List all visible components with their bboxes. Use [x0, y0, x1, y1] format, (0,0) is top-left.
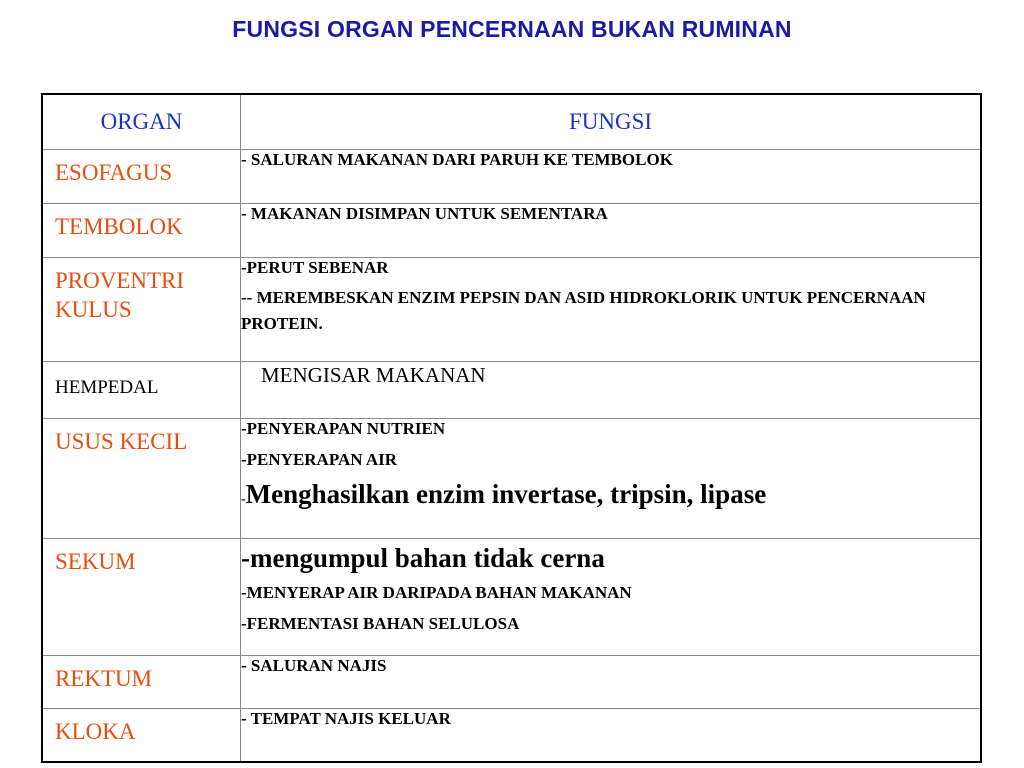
- organ-hempedal: HEMPEDAL: [55, 377, 159, 398]
- table-row: [42, 204, 981, 258]
- fungsi-line: -PENYERAPAN AIR: [241, 450, 397, 469]
- organ-tembolok: TEMBOLOK: [55, 214, 183, 239]
- fungsi-line: - SALURAN MAKANAN DARI PARUH KE TEMBOLOK: [241, 150, 673, 169]
- organ-rektum: REKTUM: [55, 666, 153, 691]
- fungsi-text: Menghasilkan enzim invertase, tripsin, lipase: [245, 479, 767, 509]
- header-fungsi: FUNGSI: [241, 94, 982, 150]
- organ-proventrikulus: [43, 258, 240, 324]
- fungsi-line: -- MEREMBESKAN ENZIM PEPSIN DAN ASID HIDROKLORIK UNTUK PENCERNAAN PROTEIN.: [241, 288, 926, 333]
- fungsi-line: - SALURAN NAJIS: [241, 656, 387, 675]
- fungsi-line: - MAKANAN DISIMPAN UNTUK SEMENTARA: [241, 204, 608, 223]
- fungsi-prefix: -: [241, 492, 246, 507]
- organ-kloka: KLOKA: [55, 719, 136, 744]
- fungsi-line: -mengumpul bahan tidak cerna: [241, 543, 605, 573]
- table-header-row: [42, 94, 981, 150]
- organ-proventrikulus-line2: KULUS: [55, 297, 132, 322]
- fungsi-line: [241, 479, 980, 515]
- table-row: [42, 539, 981, 656]
- organ-function-table: [41, 93, 982, 763]
- organ-sekum: SEKUM: [55, 549, 136, 574]
- fungsi-line: -PENYERAPAN NUTRIEN: [241, 419, 446, 438]
- fungsi-line: -MENYERAP AIR DARIPADA BAHAN MAKANAN: [241, 583, 632, 602]
- table-row: [42, 709, 981, 762]
- fungsi-line: MENGISAR MAKANAN: [261, 363, 486, 387]
- fungsi-line: - TEMPAT NAJIS KELUAR: [241, 709, 451, 728]
- table-row: [42, 150, 981, 204]
- organ-proventrikulus-line1: PROVENTRI: [55, 268, 185, 293]
- fungsi-line: -FERMENTASI BAHAN SELULOSA: [241, 614, 520, 633]
- header-organ: ORGAN: [42, 94, 241, 150]
- table-row: [42, 362, 981, 419]
- table-row: [42, 419, 981, 539]
- table-row: [42, 258, 981, 362]
- organ-esofagus: ESOFAGUS: [55, 160, 173, 185]
- organ-usus-kecil: USUS KECIL: [55, 429, 188, 454]
- table-row: [42, 656, 981, 709]
- fungsi-line: -PERUT SEBENAR: [241, 258, 389, 277]
- page-title: FUNGSI ORGAN PENCERNAAN BUKAN RUMINAN: [232, 16, 792, 42]
